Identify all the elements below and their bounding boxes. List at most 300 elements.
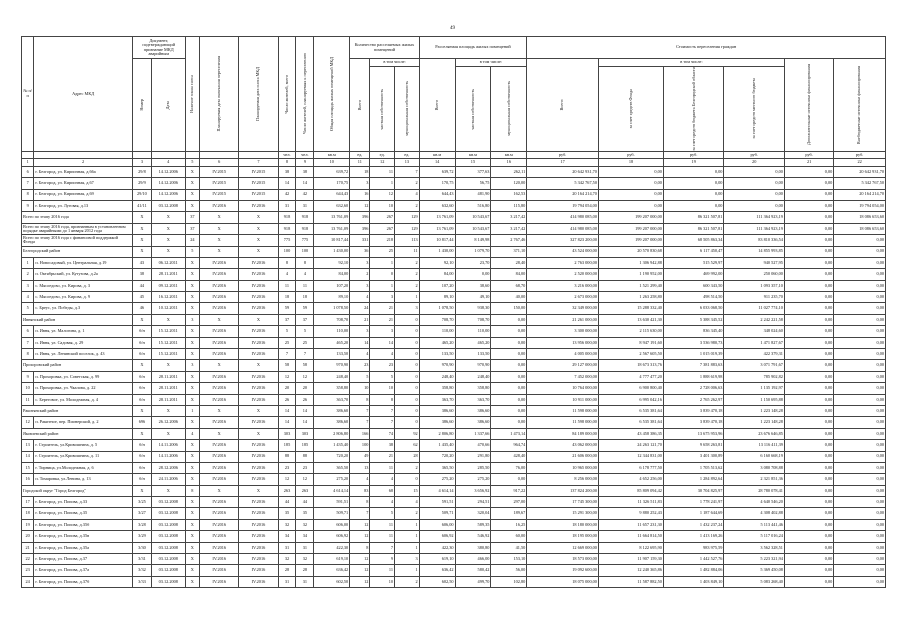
table-cell: 11 598 000,00: [527, 417, 599, 428]
table-cell: 1 135 192,97: [724, 383, 785, 394]
table-cell: IV.2016: [200, 326, 239, 337]
table-cell: 10: [22, 383, 34, 394]
table-cell: 170,75: [314, 178, 350, 189]
table-cell: 8 947 191,60: [598, 337, 663, 348]
table-cell: 11 598 000,00: [527, 405, 599, 416]
table-cell: 3: [370, 326, 395, 337]
table-cell: 327 823 200,00: [527, 235, 599, 246]
table-cell: 1 705 513,62: [663, 462, 724, 473]
table-cell: 0,00: [784, 417, 833, 428]
table-row: [22, 200, 886, 211]
table-cell: 0,00: [834, 485, 886, 496]
table-cell: 3: [350, 326, 370, 337]
table-cell: 14: [22, 451, 34, 462]
table-cell: 0,00: [724, 166, 785, 177]
table-cell: 31: [278, 200, 296, 211]
table-cell: X: [132, 246, 151, 257]
table-cell: 13 116 411,39: [724, 440, 785, 451]
table-cell: 275,20: [455, 474, 491, 485]
table-cell: X: [132, 360, 151, 371]
table-cell: с. Мясоедово, ул. Кирова, д. 3: [34, 280, 133, 291]
table-cell: 0,00: [784, 497, 833, 508]
table-cell: 0,00: [784, 576, 833, 587]
table-cell: X: [185, 519, 200, 530]
table-cell: 0,00: [663, 200, 724, 211]
table-row: [22, 394, 886, 405]
table-cell: 3 080 708,88: [724, 462, 785, 473]
header-no: № п/п: [22, 37, 34, 152]
table-cell: 62: [395, 440, 420, 451]
table-cell: 59: [278, 303, 296, 314]
table-cell: 133,50: [455, 349, 491, 360]
table-cell: 0,00: [784, 337, 833, 348]
table-cell: 129: [395, 212, 420, 223]
table-cell: 1 888 619,98: [663, 371, 724, 382]
table-cell: г. Белгород, ул. Кирпичная, д.67: [34, 178, 133, 189]
table-cell: 3/29: [132, 531, 151, 542]
table-cell: 92,10: [314, 257, 350, 268]
table-cell: 31: [296, 576, 314, 587]
table-cell: X: [151, 405, 185, 416]
table-cell: 43 458 386,35: [598, 428, 663, 439]
column-number-cell: 5: [185, 159, 200, 167]
table-cell: IV.2016: [239, 542, 278, 553]
table-cell: г. Белгород, ул. Попова, д.37б: [34, 576, 133, 587]
table-cell: 0,00: [491, 314, 527, 325]
table-cell: 0,00: [663, 178, 724, 189]
table-cell: 580,42: [455, 565, 491, 576]
table-cell: 263: [296, 485, 314, 496]
table-cell: 14.12.2006: [151, 178, 185, 189]
table-cell: 7 452 000,00: [527, 371, 599, 382]
table-cell: IV.2016: [200, 576, 239, 587]
table-cell: 0,00: [834, 554, 886, 565]
table-cell: IV.2015: [200, 166, 239, 177]
table-cell: 12: [350, 565, 370, 576]
table-cell: IV.2016: [200, 462, 239, 473]
table-cell: 2 673 000,00: [527, 292, 599, 303]
table-cell: 0,00: [784, 166, 833, 177]
table-cell: 22: [22, 554, 34, 565]
table-cell: X: [151, 428, 185, 439]
table-cell: 150,00: [491, 303, 527, 314]
table-cell: 1: [370, 280, 395, 291]
table-cell: 1 430,00: [419, 246, 455, 257]
table-cell: 11: [296, 280, 314, 291]
table-cell: 5 113 441,46: [724, 519, 785, 530]
table-cell: 25: [370, 246, 395, 257]
table-row: [22, 554, 886, 565]
table-cell: 1: [185, 405, 200, 416]
table-cell: X: [185, 576, 200, 587]
table-cell: 386,60: [455, 405, 491, 416]
table-cell: 10 764 000,00: [527, 383, 599, 394]
column-number-cell: 6: [200, 159, 239, 167]
table-cell: IV.2016: [239, 383, 278, 394]
table-cell: 0,00: [491, 405, 527, 416]
table-cell: 18 086 653,60: [834, 223, 886, 234]
table-cell: 8: [185, 485, 200, 496]
unit-cell: чел.: [296, 151, 314, 159]
table-cell: IV.2016: [200, 269, 239, 280]
table-cell: 606,92: [314, 531, 350, 542]
table-cell: 0,00: [724, 189, 785, 200]
column-number-cell: 21: [784, 159, 833, 167]
table-cell: г. Белгород, ул. Попова, д.35б: [34, 519, 133, 530]
unit-cell: [200, 151, 239, 159]
table-cell: 5: [370, 508, 395, 519]
table-cell: Ракитянский район: [22, 405, 133, 416]
table-cell: 11: [278, 280, 296, 291]
table-cell: 170,75: [419, 178, 455, 189]
column-number-cell: 15: [455, 159, 491, 167]
table-cell: 3 401 300,89: [663, 451, 724, 462]
table-cell: 1 337,66: [455, 428, 491, 439]
table-cell: 1: [395, 542, 420, 553]
table-cell: 2: [395, 280, 420, 291]
table-cell: 2: [395, 508, 420, 519]
table-cell: 19 794 054,00: [834, 200, 886, 211]
table-row: [22, 576, 886, 587]
table-cell: 3: [370, 292, 395, 303]
table-cell: п. Прохоровка, ул. Советская, д. 99: [34, 371, 133, 382]
table-cell: 38: [132, 269, 151, 280]
unit-cell: кв.м: [491, 151, 527, 159]
table-cell: 46: [132, 303, 151, 314]
table-cell: X: [132, 223, 151, 234]
table-cell: 0,00: [834, 542, 886, 553]
table-cell: 267: [370, 223, 395, 234]
table-cell: 12: [22, 417, 34, 428]
table-cell: 0,00: [834, 292, 886, 303]
table-row: [22, 462, 886, 473]
table-cell: 358,80: [314, 383, 350, 394]
table-cell: 0,00: [834, 360, 886, 371]
table-cell: 28.11.2011: [151, 371, 185, 382]
table-cell: 0,00: [784, 314, 833, 325]
table-cell: 14: [278, 405, 296, 416]
table-cell: 12: [370, 189, 395, 200]
table-row: [22, 565, 886, 576]
table-cell: 0,00: [784, 508, 833, 519]
table-cell: 1 471 827,67: [724, 337, 785, 348]
table-cell: 1 284 892,64: [663, 474, 724, 485]
table-cell: 465,20: [314, 337, 350, 348]
table-cell: X: [185, 474, 200, 485]
table-row: [22, 371, 886, 382]
table-cell: 34: [296, 531, 314, 542]
table-cell: 24.11.2006: [151, 474, 185, 485]
table-cell: 42: [296, 189, 314, 200]
table-cell: X: [239, 223, 278, 234]
table-cell: 115,80: [491, 200, 527, 211]
table-cell: 15.12.2011: [151, 349, 185, 360]
table-cell: X: [185, 417, 200, 428]
table-cell: 218: [370, 235, 395, 246]
table-cell: 74: [370, 428, 395, 439]
table-cell: 42: [278, 189, 296, 200]
table-cell: 19 794 054,00: [527, 200, 599, 211]
table-cell: 3/32: [132, 565, 151, 576]
table-cell: 591,51: [314, 497, 350, 508]
header-area-group: Расселяемая площадь жилых помещений: [419, 37, 527, 59]
table-cell: 0,00: [784, 223, 833, 234]
table-row: [22, 280, 886, 291]
table-row: [22, 508, 886, 519]
table-cell: 10: [350, 383, 370, 394]
table-cell: 14: [370, 337, 395, 348]
header-residents: Число жителей, всего: [283, 74, 289, 114]
table-cell: 09.12.2011: [151, 280, 185, 291]
table-cell: X: [200, 212, 239, 223]
table-cell: 03.12.2008: [151, 565, 185, 576]
table-cell: 498 514,50: [663, 292, 724, 303]
table-cell: 20 642 931,70: [834, 166, 886, 177]
table-cell: 2 242 221,58: [724, 314, 785, 325]
table-cell: 0: [395, 417, 420, 428]
table-cell: IV.2016: [239, 303, 278, 314]
table-cell: 428,40: [491, 451, 527, 462]
table-cell: 386,60: [314, 405, 350, 416]
table-cell: 32: [278, 554, 296, 565]
table-cell: IV.2015: [239, 178, 278, 189]
table-cell: 0,00: [834, 576, 886, 587]
header-cost-incl: в том числе:: [598, 59, 784, 67]
table-cell: 0,00: [834, 474, 886, 485]
table-cell: 21: [370, 451, 395, 462]
table-cell: 18 180 000,00: [527, 519, 599, 530]
table-cell: IV.2016: [200, 542, 239, 553]
table-cell: 5: [22, 303, 34, 314]
table-cell: IV.2016: [200, 508, 239, 519]
table-cell: IV.2016: [239, 462, 278, 473]
table-cell: 386,60: [419, 417, 455, 428]
header-residents-planned: Число жителей, планируемых к переселению: [301, 53, 307, 135]
table-cell: 1 015 019,39: [663, 349, 724, 360]
table-cell: 28: [395, 451, 420, 462]
table-cell: Ивнянский район: [22, 314, 133, 325]
table-cell: 19 092 600,00: [527, 565, 599, 576]
table-cell: 7: [350, 508, 370, 519]
table-cell: 785 902,82: [724, 371, 785, 382]
table-cell: 1 435,40: [314, 440, 350, 451]
table-row: [22, 269, 886, 280]
table-cell: 8: [22, 189, 34, 200]
table-cell: 153,10: [491, 554, 527, 565]
table-cell: 17: [22, 497, 34, 508]
table-cell: X: [185, 303, 200, 314]
table-row: [22, 519, 886, 530]
table-cell: 0,00: [784, 178, 833, 189]
table-cell: 363,70: [419, 394, 455, 405]
table-cell: 0,00: [784, 451, 833, 462]
table-cell: 9: [22, 200, 34, 211]
table-cell: 5 342 767,50: [834, 178, 886, 189]
table-cell: 4 005 000,00: [527, 349, 599, 360]
table-cell: 11 664 814,50: [598, 531, 663, 542]
table-cell: X: [185, 394, 200, 405]
table-cell: 43 524 000,00: [527, 246, 599, 257]
table-cell: 189,67: [491, 508, 527, 519]
table-cell: 3 217,42: [491, 212, 527, 223]
table-cell: 970,90: [314, 360, 350, 371]
table-cell: 12: [278, 371, 296, 382]
table-cell: 3: [350, 178, 370, 189]
table-cell: X: [132, 485, 151, 496]
summary-row: [22, 212, 886, 223]
table-cell: 03.12.2008: [151, 519, 185, 530]
table-cell: 15: [22, 462, 34, 473]
column-number-cell: 8: [278, 159, 296, 167]
table-cell: 414 980 085,00: [527, 212, 599, 223]
table-cell: IV.2016: [239, 257, 278, 268]
table-cell: X: [185, 440, 200, 451]
table-cell: 1 223 148,28: [724, 417, 785, 428]
table-cell: 1 432 237,24: [663, 519, 724, 530]
table-cell: 386,60: [455, 417, 491, 428]
table-cell: г. Строитель, ул.Кривошеина, д. 11: [34, 451, 133, 462]
table-cell: 7: [370, 417, 395, 428]
table-cell: 386,60: [419, 405, 455, 416]
table-cell: 708,70: [314, 314, 350, 325]
table-cell: 8: [350, 497, 370, 508]
table-cell: 0,00: [834, 371, 886, 382]
table-cell: 86 321 507,81: [663, 223, 724, 234]
table-cell: 708,70: [419, 314, 455, 325]
table-row: [22, 303, 886, 314]
table-cell: 917,22: [491, 485, 527, 496]
table-cell: 0,00: [834, 440, 886, 451]
table-cell: 0,00: [491, 394, 527, 405]
table-cell: 14.11.2006: [151, 451, 185, 462]
table-cell: 1: [395, 292, 420, 303]
table-cell: IV.2016: [239, 440, 278, 451]
table-cell: 4: [370, 474, 395, 485]
table-cell: 13 675 953,96: [663, 428, 724, 439]
table-cell: б/н: [132, 326, 151, 337]
table-cell: 469 992,00: [663, 269, 724, 280]
table-cell: 68 505 863,34: [663, 235, 724, 246]
table-cell: г. Белгород, ул. Попова, д.37а: [34, 565, 133, 576]
table-cell: 6 535 381,64: [598, 417, 663, 428]
header-doc-number: Номер: [138, 99, 144, 111]
table-cell: 28 780 078,41: [724, 485, 785, 496]
table-cell: 58: [296, 360, 314, 371]
column-number-cell: 4: [151, 159, 185, 167]
table-cell: 16,25: [491, 519, 527, 530]
table-cell: 720,20: [419, 451, 455, 462]
table-cell: 24: [185, 235, 200, 246]
table-cell: 89,10: [419, 292, 455, 303]
table-cell: 386,60: [314, 417, 350, 428]
table-cell: 0,00: [598, 166, 663, 177]
column-number-cell: 7: [239, 159, 278, 167]
table-cell: X: [185, 497, 200, 508]
header-area-private: частная собственность: [469, 88, 475, 130]
table-row: [22, 178, 886, 189]
table-cell: 24: [350, 303, 370, 314]
table-cell: п. Ракитное, пер. Пионерский, д. 2: [34, 417, 133, 428]
table-cell: 1: [370, 257, 395, 268]
table-cell: 632,60: [419, 200, 455, 211]
table-cell: Всего по этапу 2016 года: [22, 212, 133, 223]
table-cell: 267: [370, 212, 395, 223]
table-cell: 137 824 200,00: [527, 485, 599, 496]
summary-row: [22, 246, 886, 257]
table-cell: 18 195 000,00: [527, 531, 599, 542]
table-cell: 11: [370, 519, 395, 530]
table-cell: X: [239, 246, 278, 257]
table-cell: 56,75: [455, 178, 491, 189]
table-cell: 12 344 831,00: [598, 451, 663, 462]
table-cell: 6 178 777,50: [598, 462, 663, 473]
table-row: [22, 349, 886, 360]
table-cell: 7: [350, 417, 370, 428]
table-cell: 775: [278, 235, 296, 246]
table-cell: IV.2015: [200, 178, 239, 189]
table-cell: 0,00: [598, 200, 663, 211]
table-cell: 0,00: [834, 417, 886, 428]
unit-cell: руб.: [598, 151, 663, 159]
table-cell: 358,80: [455, 383, 491, 394]
table-cell: 0,00: [784, 246, 833, 257]
units-row: [22, 151, 886, 159]
table-cell: п. Октябрьский, ул. Кутузова, д.2а: [34, 269, 133, 280]
table-cell: 199 207 000,00: [598, 212, 663, 223]
table-cell: 0,00: [784, 405, 833, 416]
table-cell: 1: [395, 565, 420, 576]
table-cell: 8: [296, 257, 314, 268]
table-cell: X: [151, 485, 185, 496]
table-cell: с. Бреус, ул. Победы, д.3: [34, 303, 133, 314]
table-cell: 13 761,09: [419, 212, 455, 223]
table-cell: X: [200, 428, 239, 439]
table-cell: IV.2016: [239, 519, 278, 530]
table-cell: IV.2016: [200, 292, 239, 303]
table-cell: X: [239, 428, 278, 439]
table-cell: X: [239, 235, 278, 246]
table-cell: 5: [278, 326, 296, 337]
table-cell: 16.12.2011: [151, 292, 185, 303]
table-cell: X: [200, 235, 239, 246]
table-cell: 12: [350, 531, 370, 542]
table-cell: 21: [370, 314, 395, 325]
table-cell: 15: [395, 485, 420, 496]
table-cell: 23: [370, 360, 395, 371]
header-doc-date: Дата: [165, 100, 171, 110]
unit-cell: [239, 151, 278, 159]
table-cell: 1 403 849,10: [663, 576, 724, 587]
table-cell: 0: [395, 360, 420, 371]
table-cell: 18 573 000,00: [527, 554, 599, 565]
table-cell: 23: [278, 462, 296, 473]
table-cell: 911 235,70: [724, 292, 785, 303]
table-cell: 100: [296, 246, 314, 257]
header-cost-local: за счет средств местного бюджета: [751, 78, 756, 140]
table-cell: 38: [370, 440, 395, 451]
table-cell: 396: [350, 223, 370, 234]
table-cell: 13 630 421,30: [598, 314, 663, 325]
table-cell: 3 839 470,18: [663, 405, 724, 416]
table-cell: 38: [296, 166, 314, 177]
table-cell: 11 587 882,50: [598, 576, 663, 587]
table-cell: 34: [278, 531, 296, 542]
table-cell: 29/8: [132, 166, 151, 177]
table-cell: 0,00: [784, 565, 833, 576]
table-cell: 11 657 231,30: [598, 519, 663, 530]
table-cell: 102,80: [491, 576, 527, 587]
table-cell: X: [185, 542, 200, 553]
